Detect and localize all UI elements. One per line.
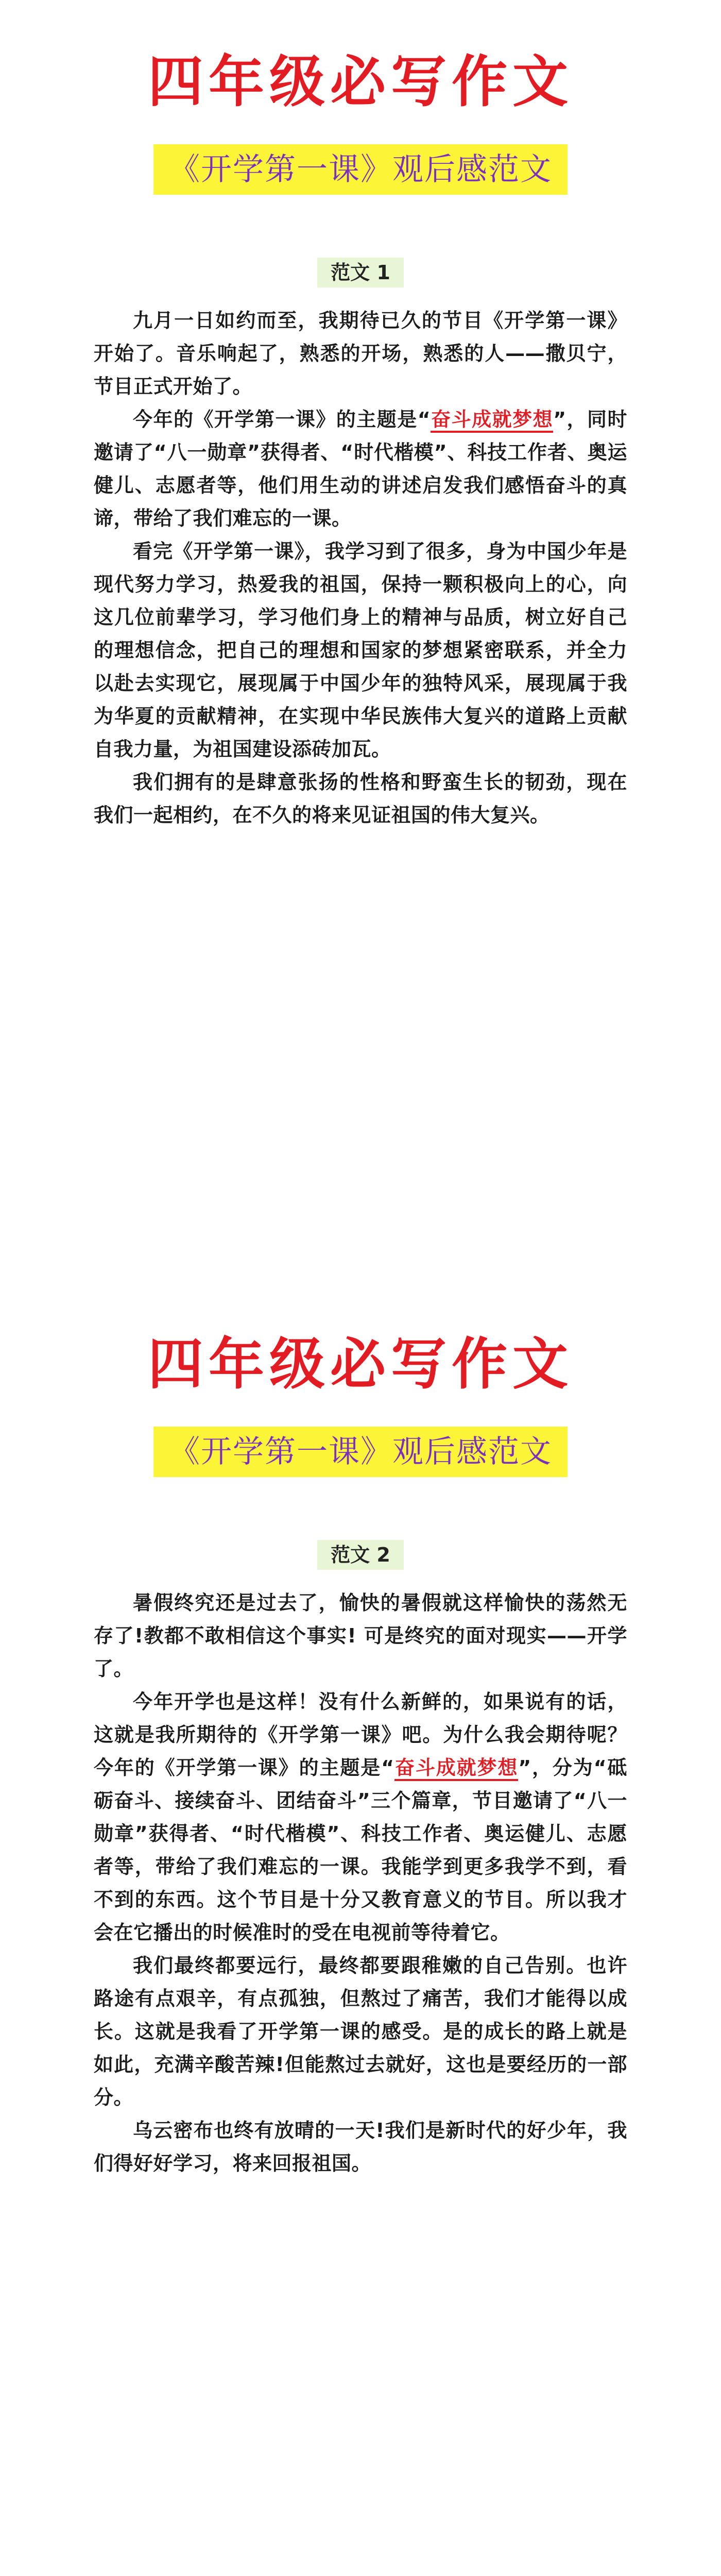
essay-section-1 bbox=[0, 0, 721, 1282]
paragraph: 乌云密布也终有放晴的一天!我们是新时代的好少年，我们得好好学习，将来回报祖国。 bbox=[94, 2119, 627, 2175]
paragraph: 今年开学也是这样！没有什么新鲜的，如果说有的话，这就是我所期待的《开学第一课》吧。为什么我会期待呢？今年的《开学第一课》的主题是“奋斗成就梦想”，分为“砥砺奋斗、接续奋斗、团结奋斗”三个篇章，节目邀请了“八一勋章”获得者、“时代楷模”、科技工作者、奥运健儿、志愿者等，带给了我们难忘的一课。我能学到更多我学不到，看不到的东西。这个节目是十分又教育意义的节目。所以我才会在它播出的时候准时的受在电视前等待着它。 bbox=[94, 1690, 627, 1944]
essay-section-2 bbox=[0, 1282, 721, 2565]
essay-body bbox=[94, 304, 627, 832]
paragraph: 暑假终究还是过去了，愉快的暑假就这样愉快的荡然无存了!教都不敢相信这个事实! 可是终究的面对现实——开学了。 bbox=[94, 1591, 627, 1680]
essay-number-badge: 范文 2 bbox=[317, 1540, 404, 1570]
section-title: 四年级必写作文 bbox=[147, 50, 573, 114]
paragraph: 九月一日如约而至，我期待已久的节目《开学第一课》开始了。音乐响起了，熟悉的开场，熟悉的人——撒贝宁，节目正式开始了。 bbox=[94, 309, 627, 398]
essay-section-3 bbox=[0, 2565, 721, 2576]
theme-highlight: 奋斗成就梦想 bbox=[394, 1756, 519, 1781]
essay-body bbox=[94, 1586, 627, 2180]
paragraph: 我们最终都要远行，最终都要跟稚嫩的自己告别。也许路途有点艰辛，有点孤独，但熬过了痛苦，我们才能得以成长。这就是我看了开学第一课的感受。是的成长的路上就是如此，充满辛酸苦辣!但能熬过去就好，这也是要经历的一部分。 bbox=[94, 1954, 627, 2109]
section-title: 四年级必写作文 bbox=[147, 1332, 573, 1397]
essay-number-badge: 范文 1 bbox=[317, 258, 404, 287]
theme-highlight: 奋斗成就梦想 bbox=[431, 408, 553, 433]
section-subtitle: 《开学第一课》观后感范文 bbox=[153, 144, 568, 195]
paragraph: 看完《开学第一课》，我学习到了很多，身为中国少年是现代努力学习，热爱我的祖国，保持一颗积极向上的心，向这几位前辈学习，学习他们身上的精神与品质，树立好自己的理想信念，把自己的理想和国家的梦想紧密联系，并全力以赴去实现它，展现属于中国少年的独特风采，展现属于我为华夏的贡献精神，在实现中华民族伟大复兴的道路上贡献自我力量，为祖国建设添砖加瓦。 bbox=[94, 540, 627, 760]
section-subtitle: 《开学第一课》观后感范文 bbox=[153, 1427, 568, 1477]
paragraph: 今年的《开学第一课》的主题是“奋斗成就梦想”，同时邀请了“八一勋章”获得者、“时代楷模”、科技工作者、奥运健儿、志愿者等，他们用生动的讲述启发我们感悟奋斗的真谛，带给了我们难忘的一课。 bbox=[94, 408, 627, 530]
paragraph: 我们拥有的是肆意张扬的性格和野蛮生长的韧劲，现在我们一起相约，在不久的将来见证祖国的伟大复兴。 bbox=[94, 771, 627, 826]
